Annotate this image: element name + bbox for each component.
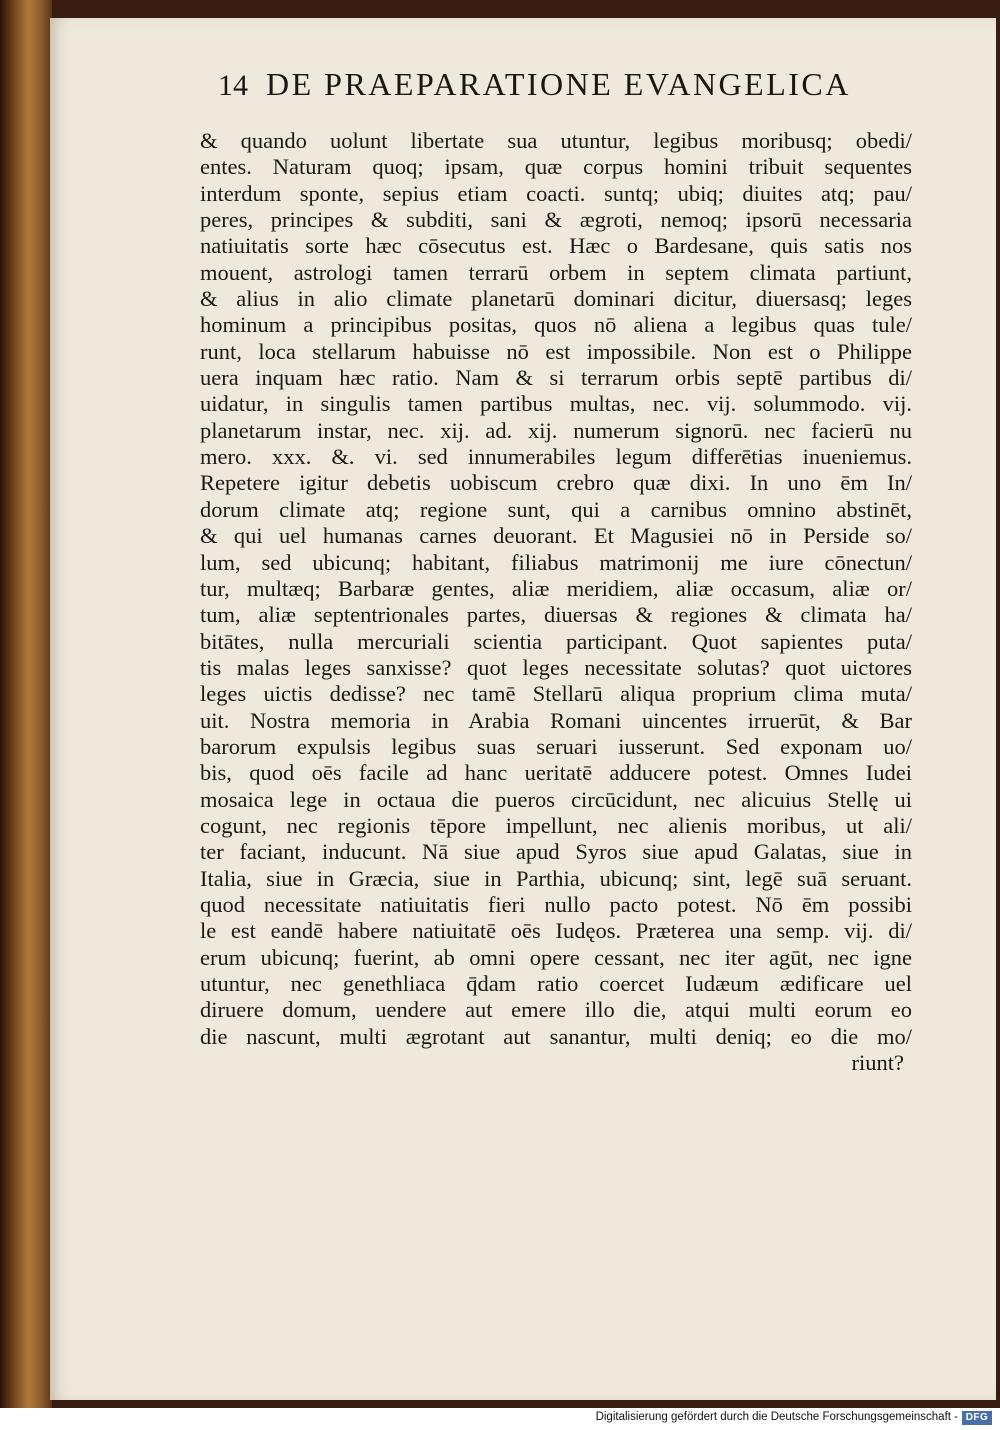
text-line: bitātes, nulla mercuriali scientia participant. Quot sapientes puta/ <box>200 628 912 654</box>
text-line: diruere domum, uendere aut emere illo die, atqui multi eorum eo <box>200 997 912 1023</box>
text-line: planetarum instar, nec. xij. ad. xij. numerum signorū. nec facierū nu <box>200 417 912 443</box>
text-line: hominum a principibus positas, quos nō aliena a legibus quas tule/ <box>200 312 912 338</box>
text-line: tum, aliæ septentrionales partes, diuersas & regiones & climata ha/ <box>200 602 912 628</box>
text-line: Repetere igitur debetis uobiscum crebro quæ dixi. In uno ēm In/ <box>200 470 912 496</box>
body-text <box>200 128 912 1076</box>
text-line: dorum climate atq; regione sunt, qui a carnibus omnino abstinēt, <box>200 496 912 522</box>
text-line: mero. xxx. &. vi. sed innumerabiles legum differētias inueniemus. <box>200 444 912 470</box>
text-line: quod necessitate natiuitatis fieri nullo pacto potest. Nō ēm possibi <box>200 891 912 917</box>
text-line: mouent, astrologi tamen terrarū orbem in septem climata partiunt, <box>200 259 912 285</box>
footer-bar <box>0 1408 1000 1430</box>
dfg-logo: DFG <box>962 1411 992 1425</box>
text-line: le est eandē habere natiuitatē oēs Iudęos. Præterea una semp. vij. di/ <box>200 918 912 944</box>
text-line: ter faciant, inducunt. Nā siue apud Syros siue apud Galatas, siue in <box>200 839 912 865</box>
text-line: runt, loca stellarum habuisse nō est impossibile. Non est o Philippe <box>200 338 912 364</box>
text-line: uit. Nostra memoria in Arabia Romani uincentes irruerūt, & Bar <box>200 707 912 733</box>
page-number: 14 <box>218 69 248 102</box>
text-line: erum ubicunq; fuerint, ab omni opere cessant, nec iter agūt, nec igne <box>200 944 912 970</box>
text-line: interdum sponte, sepius etiam coacti. suntq; ubiq; diuites atq; pau/ <box>200 180 912 206</box>
book-spine-edge <box>0 0 52 1408</box>
text-line: mosaica lege in octaua die pueros circūcidunt, nec alicuius Stellę ui <box>200 786 912 812</box>
text-line: tur, multæq; Barbaræ gentes, aliæ meridiem, aliæ occasum, aliæ or/ <box>200 575 912 601</box>
text-line: barorum expulsis legibus suas seruari iusserunt. Sed exponam uo/ <box>200 733 912 759</box>
text-line: entes. Naturam quoq; ipsam, quæ corpus homini tribuit sequentes <box>200 154 912 180</box>
text-line: & qui uel humanas carnes deuorant. Et Magusiei nō in Perside so/ <box>200 523 912 549</box>
text-line: uidatur, in singulis tamen partibus multas, nec. vij. solummodo. vij. <box>200 391 912 417</box>
text-line: cogunt, nec regionis tēpore impellunt, nec alienis moribus, ut ali/ <box>200 812 912 838</box>
text-line: die nascunt, multi ægrotant aut sanantur, multi deniq; eo die mo/ <box>200 1023 912 1049</box>
text-line: natiuitatis sorte hæc cōsecutus est. Hæc o Bardesane, quis satis nos <box>200 233 912 259</box>
text-line-final: riunt? <box>851 1050 904 1076</box>
text-line: utuntur, nec genethliaca q̄dam ratio coercet Iudæum ædificare uel <box>200 971 912 996</box>
text-line: uera inquam hæc ratio. Nam & si terrarum orbis septē partibus di/ <box>200 365 912 391</box>
page-header <box>218 66 898 116</box>
text-line: lum, sed ubicunq; habitant, filiabus matrimonij me iure cōnectun/ <box>200 549 912 575</box>
text-line: & quando uolunt libertate sua utuntur, legibus moribusq; obedi/ <box>200 128 912 153</box>
text-line: tis malas leges sanxisse? quot leges necessitate solutas? quot uictores <box>200 654 912 680</box>
text-line: peres, principes & subditi, sani & ægroti, nemoq; ipsorū necessaria <box>200 207 912 233</box>
text-line: bis, quod oēs facile ad hanc ueritatē adducere potest. Omnes Iudei <box>200 760 912 786</box>
running-title: DE PRAEPARATIONE EVANGELICA <box>266 66 851 102</box>
text-line: & alius in alio climate planetarū dominari dicitur, diuersasq; leges <box>200 286 912 312</box>
digitization-credit: Digitalisierung gefördert durch die Deutsche Forschungsgemeinschaft - <box>595 1411 958 1423</box>
text-line: leges uictis dedisse? nec tamē Stellarū aliqua proprium clima muta/ <box>200 681 912 707</box>
text-line: Italia, siue in Græcia, siue in Parthia, ubicunq; sint, legē suā seruant. <box>200 865 912 891</box>
